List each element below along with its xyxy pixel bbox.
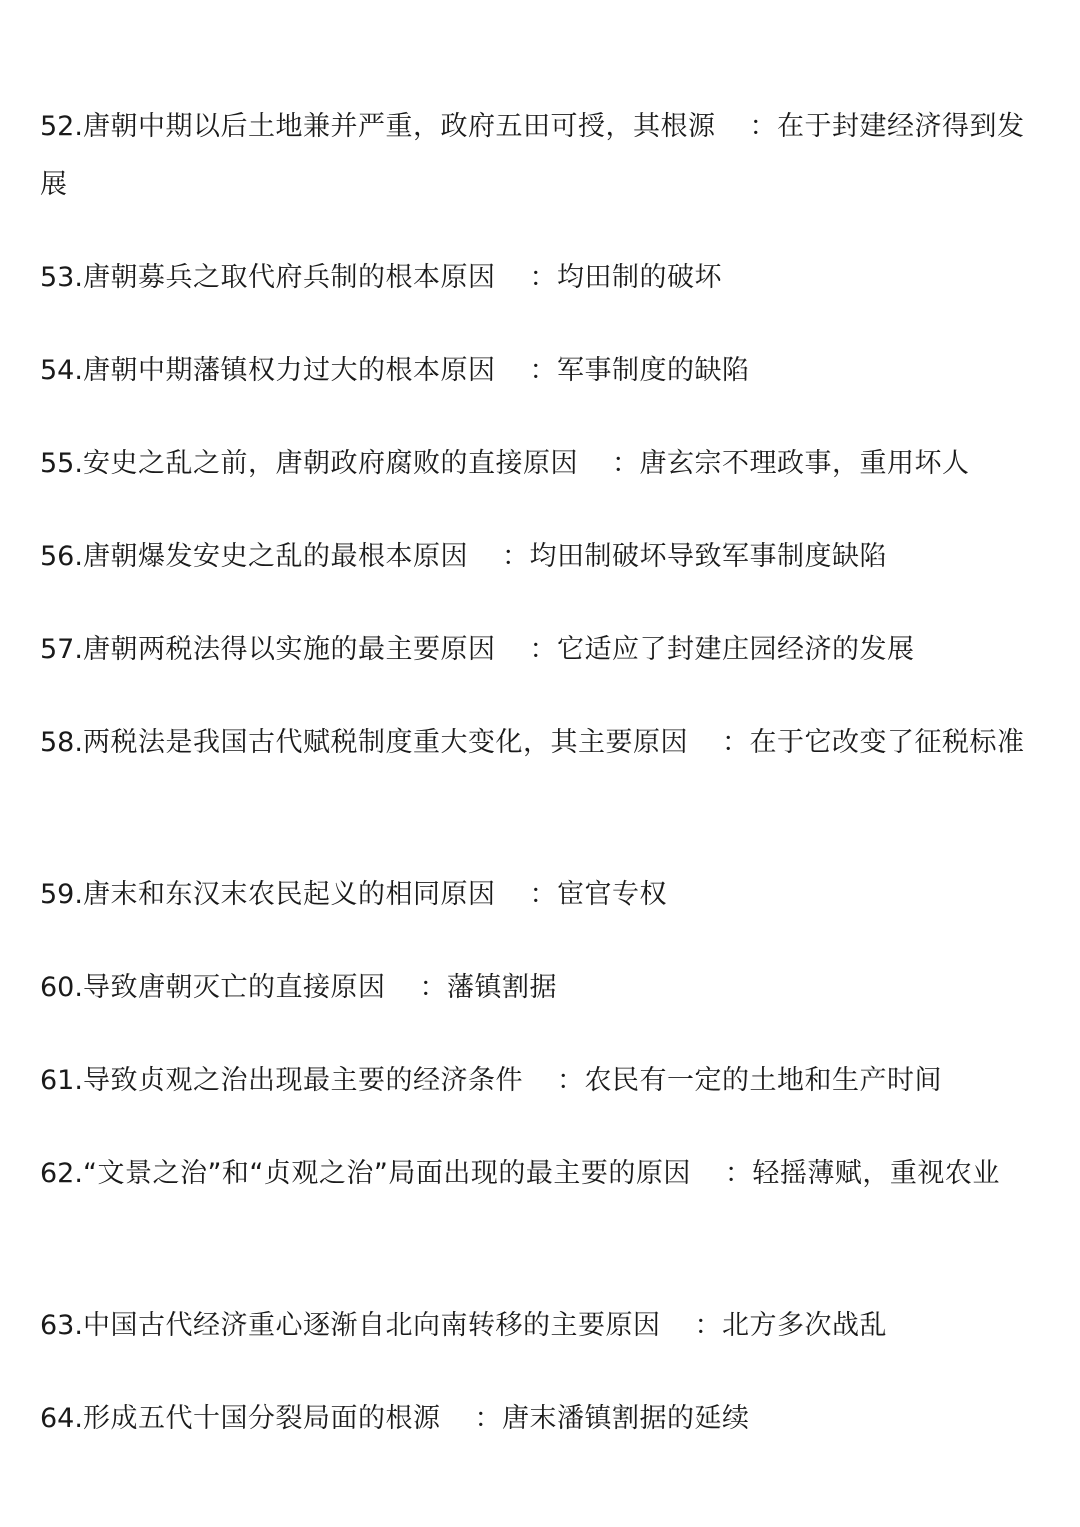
item-question: 唐朝中期以后土地兼并严重，政府五田可授，其根源 [82,111,716,142]
item-number: 63. [40,1310,83,1341]
list-item [40,1145,1045,1203]
item-separator: ： [724,1158,753,1189]
item-separator: ： [611,448,640,479]
item-question: 两税法是我国古代赋税制度重大变化，其主要原因 [82,727,688,758]
item-answer: 均田制破坏导致军事制度缺陷 [529,541,887,572]
item-answer: 藩镇割据 [446,972,557,1003]
item-answer: 它适应了封建庄园经济的发展 [556,634,915,665]
item-answer: 轻摇薄赋，重视农业 [752,1158,1000,1189]
list-item [40,959,1045,1017]
item-separator: ： [529,879,557,910]
item-answer: 宦官专权 [556,879,667,910]
item-question: 唐朝爆发安史之乱的最根本原因 [82,541,468,572]
item-separator: ： [694,1310,722,1341]
item-answer: 唐玄宗不理政事，重用坏人 [639,448,970,479]
list-item [40,714,1045,772]
item-separator: ： [721,727,750,758]
list-item [40,1390,1045,1448]
list-item [40,866,1045,924]
item-question: 唐朝募兵之取代府兵制的根本原因 [82,262,496,293]
list-item [40,528,1045,586]
item-question: “文景之治”和“贞观之治”局面出现的最主要的原因 [82,1158,691,1189]
item-question: 唐末和东汉末农民起义的相同原因 [82,879,496,910]
item-separator: ： [419,972,447,1003]
item-question: 形成五代十国分裂局面的根源 [82,1403,441,1434]
item-answer: 军事制度的缺陷 [556,355,750,386]
list-item [40,621,1045,679]
item-separator: ： [529,355,557,386]
item-question: 导致贞观之治出现最主要的经济条件 [82,1065,523,1096]
item-number: 53. [40,262,83,293]
list-item [40,1297,1045,1355]
item-answer: 唐末潘镇割据的延续 [501,1403,750,1434]
item-question: 唐朝中期藩镇权力过大的根本原因 [82,355,496,386]
list-item [40,342,1045,400]
item-question: 中国古代经济重心逐渐自北向南转移的主要原因 [82,1310,661,1341]
list-item [40,98,1045,214]
item-separator: ： [749,111,777,142]
item-separator: ： [529,262,557,293]
item-number: 58. [40,727,83,758]
item-number: 60. [40,972,83,1003]
item-question: 安史之乱之前，唐朝政府腐败的直接原因 [82,448,578,479]
item-number: 54. [40,355,83,386]
item-question: 导致唐朝灭亡的直接原因 [82,972,386,1003]
item-number: 61. [40,1065,83,1096]
item-question: 唐朝两税法得以实施的最主要原因 [82,634,496,665]
list-item [40,1052,1045,1110]
item-number: 55. [40,448,83,479]
item-number: 52. [40,111,83,142]
list-item [40,249,1045,307]
item-answer: 在于它改变了征税标准 [749,727,1025,758]
item-number: 57. [40,634,83,665]
item-number: 56. [40,541,83,572]
item-number: 59. [40,879,83,910]
item-separator: ： [501,541,530,572]
item-number: 62. [40,1158,83,1189]
item-separator: ： [474,1403,502,1434]
item-answer: 农民有一定的土地和生产时间 [584,1065,942,1096]
item-answer: 北方多次战乱 [721,1310,887,1341]
item-separator: ： [556,1065,585,1096]
item-number: 64. [40,1403,83,1434]
item-answer: 在于封建经济得到发展 [40,111,1025,200]
item-separator: ： [529,634,557,665]
item-answer: 均田制的破坏 [556,262,722,293]
list-item [40,435,1045,493]
